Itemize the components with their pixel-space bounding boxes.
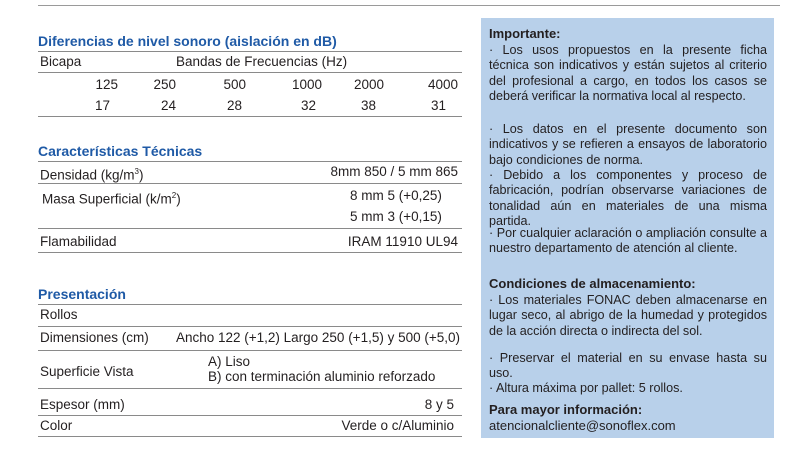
- value-cell: 24: [160, 98, 176, 113]
- dimensions-value: Ancho 122 (+1,2) Largo 250 (+1,5) y 500 (+5,0): [175, 330, 460, 345]
- divider: [38, 350, 462, 351]
- contact-email[interactable]: atencionalcliente@sonoflex.com: [489, 418, 676, 433]
- thickness-value: 8 y 5: [424, 397, 454, 412]
- mass-label: Masa Superficial $(k/m^2)$: [42, 191, 181, 207]
- storage-note-3: · Altura máxima por pallet: 5 rollos.: [489, 381, 683, 395]
- important-note-4: · Por cualquier aclaración o ampliación consulte a nuestro departamento de atención al cliente.: [489, 226, 767, 256]
- important-note-3: · Debido a los componentes y proceso de fabricación, podrían observarse variaciones de tonalidad aún en materiales de una misma partida.: [489, 168, 767, 229]
- divider: [38, 72, 462, 73]
- info-panel: [481, 18, 774, 438]
- divider: [38, 388, 462, 389]
- freq-cell: 250: [153, 77, 176, 92]
- presentation-title: Presentación: [38, 286, 126, 302]
- freq-cell: 2000: [353, 77, 384, 92]
- top-divider: [38, 5, 780, 6]
- rolls-label: Rollos: [40, 307, 78, 322]
- divider: [38, 161, 462, 162]
- surface-option-b: B) con terminación aluminio reforzado: [208, 369, 436, 384]
- bands-label: Bandas de Frecuencias (Hz): [176, 54, 348, 69]
- important-note-1: · Los usos propuestos en la presente ficha técnica son indicativos y están sujetos al criterio del profesional a cargo, en todos los casos se deberá verificar la normativa local al respecto.: [489, 43, 767, 104]
- value-cell: 28: [226, 98, 242, 113]
- contact-title: Para mayor información:: [489, 402, 643, 417]
- divider: [38, 436, 462, 437]
- divider: [38, 183, 462, 184]
- value-cell: 32: [300, 98, 316, 113]
- storage-note-2: · Preservar el material en su envase hasta su uso.: [489, 351, 767, 381]
- thickness-label: Espesor (mm): [40, 397, 125, 412]
- flammability-value: IRAM 11910 UL94: [347, 234, 458, 249]
- flammability-label: Flamabilidad: [40, 234, 117, 249]
- mass-value-8mm: 8 mm 5 (+0,25): [350, 188, 442, 203]
- surface-label: Superficie Vista: [40, 364, 134, 379]
- density-value: 8mm 850 / 5 mm 865: [330, 164, 458, 179]
- density-label: Densidad $(kg/m^3)$: [40, 167, 144, 183]
- divider: [38, 415, 462, 416]
- value-cell: 17: [94, 98, 110, 113]
- freq-cell: 500: [223, 77, 246, 92]
- important-note-2: · Los datos en el presente documento son indicativos y se refieren a ensayos de laboratorio bajo condiciones de norma.: [489, 122, 767, 167]
- freq-cell: 1000: [291, 77, 322, 92]
- mass-value-5mm: 5 mm 3 (+0,15): [350, 209, 442, 224]
- divider: [38, 252, 462, 253]
- value-cell: 38: [360, 98, 376, 113]
- divider: [38, 326, 462, 327]
- tech-title: Características Técnicas: [38, 143, 203, 159]
- color-value: Verde o c/Aluminio: [341, 418, 454, 433]
- sound-title: Diferencias de nivel sonoro (aislación en dB): [38, 33, 337, 49]
- divider: [38, 51, 462, 52]
- divider: [38, 304, 462, 305]
- value-cell: 31: [430, 98, 446, 113]
- storage-title: Condiciones de almacenamiento:: [489, 276, 696, 291]
- divider: [38, 116, 462, 117]
- storage-note-1: · Los materiales FONAC deben almacenarse en lugar seco, al abrigo de la humedad y protegidos de la acción directa o indirecta del sol.: [489, 293, 767, 338]
- divider: [38, 228, 462, 229]
- dimensions-label: Dimensiones (cm): [40, 330, 149, 345]
- surface-option-a: A) Liso: [208, 354, 251, 369]
- freq-cell: 4000: [427, 77, 458, 92]
- bicapa-label: Bicapa: [40, 54, 82, 69]
- important-title: Importante:: [489, 26, 561, 41]
- color-label: Color: [40, 418, 73, 433]
- freq-cell: 125: [95, 77, 118, 92]
